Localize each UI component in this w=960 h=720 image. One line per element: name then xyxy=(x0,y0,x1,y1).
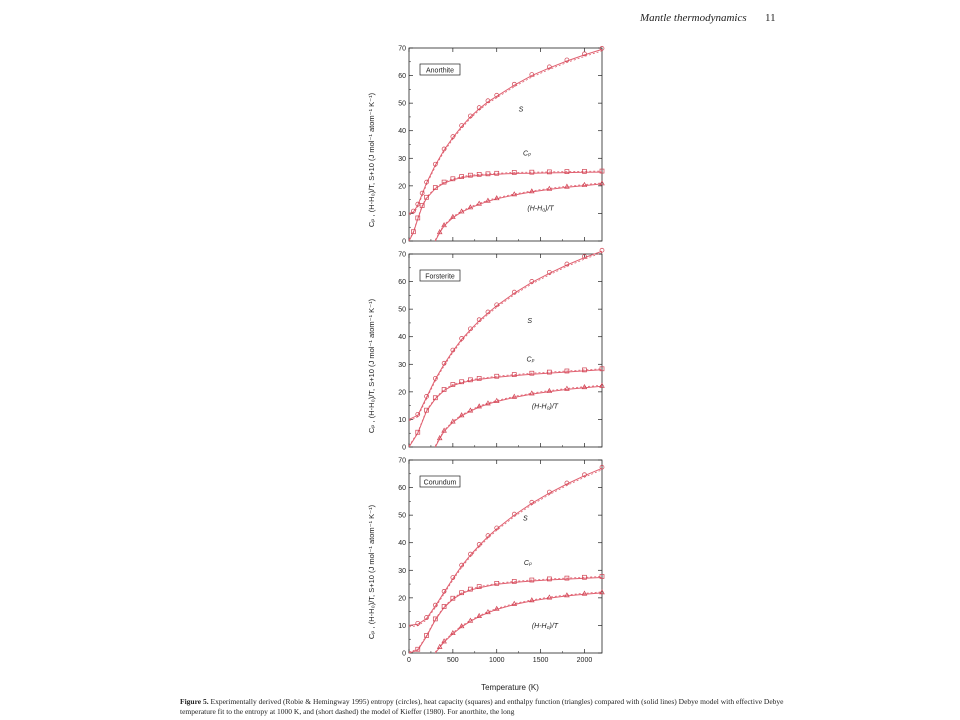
y-tick-label: 50 xyxy=(398,512,406,520)
y-tick-label: 30 xyxy=(398,361,406,369)
series-dashed-line xyxy=(409,51,602,215)
chart-panel-anorthite xyxy=(398,46,604,246)
curve-label-s: S xyxy=(518,106,524,114)
y-axis-label: Cₚ , (H-H₀)/T, S+10 (J mol⁻¹ atom⁻¹ K⁻¹) xyxy=(367,92,376,228)
y-tick-label: 10 xyxy=(398,622,406,630)
x-tick-label: 0 xyxy=(407,657,411,664)
y-tick-label: 10 xyxy=(398,416,406,424)
y-tick-label: 40 xyxy=(398,540,406,548)
x-tick-label: 1500 xyxy=(532,657,549,664)
y-tick-label: 70 xyxy=(398,457,406,465)
y-tick-label: 20 xyxy=(398,183,406,191)
series-line-cp xyxy=(409,370,602,447)
curve-label-h: (H-H₀)/T xyxy=(527,205,554,213)
series-dashed-line xyxy=(435,592,602,652)
running-title: Mantle thermodynamics xyxy=(640,12,747,24)
y-tick-label: 0 xyxy=(402,650,406,658)
series-dashed-line xyxy=(409,577,602,653)
curve-label-cp: Cₚ xyxy=(523,559,532,567)
y-tick-label: 30 xyxy=(398,155,406,163)
curve-label-cp: Cₚ xyxy=(526,356,535,364)
y-axis-label: Cₚ , (H-H₀)/T, S+10 (J mol⁻¹ atom⁻¹ K⁻¹) xyxy=(367,504,376,640)
figure-svg xyxy=(360,40,620,700)
panel-name: Forsterite xyxy=(425,273,455,281)
series-line-h xyxy=(435,184,602,241)
caption-label: Figure 5. xyxy=(180,697,209,706)
series-line-s xyxy=(409,468,602,625)
page-number: 11 xyxy=(765,12,776,24)
plot-frame xyxy=(409,460,602,653)
curve-label-h: (H-H₀)/T xyxy=(531,623,559,631)
y-tick-label: 20 xyxy=(398,389,406,397)
y-tick-label: 20 xyxy=(398,595,406,603)
figure xyxy=(360,40,620,700)
y-tick-label: 0 xyxy=(402,444,406,452)
series-dashed-line xyxy=(409,470,602,627)
x-axis-label: Temperature (K) xyxy=(481,683,539,692)
running-header xyxy=(640,12,780,24)
y-axis-label: Cₚ , (H-H₀)/T, S+10 (J mol⁻¹ atom⁻¹ K⁻¹) xyxy=(367,298,376,434)
chart-panel-corundum xyxy=(398,458,604,665)
y-tick-label: 50 xyxy=(398,306,406,314)
y-axis-label-top xyxy=(367,92,376,227)
y-tick-label: 10 xyxy=(398,210,406,218)
series-line-h xyxy=(435,593,602,653)
panel-name: Corundum xyxy=(423,479,457,487)
y-tick-label: 70 xyxy=(398,45,406,53)
series-dashed-line xyxy=(409,369,602,446)
curve-label-h: (H-H₀)/T xyxy=(531,403,559,411)
series-dashed-line xyxy=(409,171,602,240)
y-tick-label: 40 xyxy=(398,128,406,136)
x-tick-label: 1000 xyxy=(488,657,505,664)
curve-label-s: S xyxy=(523,515,528,523)
panels xyxy=(398,46,604,665)
figure-caption xyxy=(180,697,800,717)
plot-frame xyxy=(409,48,602,241)
y-tick-label: 40 xyxy=(398,334,406,342)
y-tick-label: 30 xyxy=(398,567,406,575)
panel-name: Anorthite xyxy=(425,67,455,75)
y-tick-label: 60 xyxy=(398,73,406,81)
chart-panel-forsterite xyxy=(398,248,604,451)
curve-label-cp: Cₚ xyxy=(523,150,532,158)
y-tick-label: 60 xyxy=(398,279,406,287)
series-line-cp xyxy=(409,172,602,241)
x-tick-label: 500 xyxy=(447,657,459,664)
y-axis-label-bottom xyxy=(367,504,376,639)
y-axis-label-middle xyxy=(367,298,376,433)
y-tick-label: 50 xyxy=(398,100,406,108)
y-tick-label: 60 xyxy=(398,485,406,493)
x-tick-label: 2000 xyxy=(576,657,593,664)
curve-label-s: S xyxy=(527,317,533,325)
y-tick-label: 70 xyxy=(398,251,406,259)
caption-text: Experimentally derived (Robie & Hemingway 1995) entropy (circles), heat capacity (squares) and enthalpy function (triangles) compared with (solid lines) Debye model with effective Debye temperature fit to the entropy at 1000 K, and (short dashed) the model of Kieffer (1980). For anorthite, the long xyxy=(180,697,784,716)
plot-frame xyxy=(409,254,602,447)
y-tick-label: 0 xyxy=(402,238,406,246)
